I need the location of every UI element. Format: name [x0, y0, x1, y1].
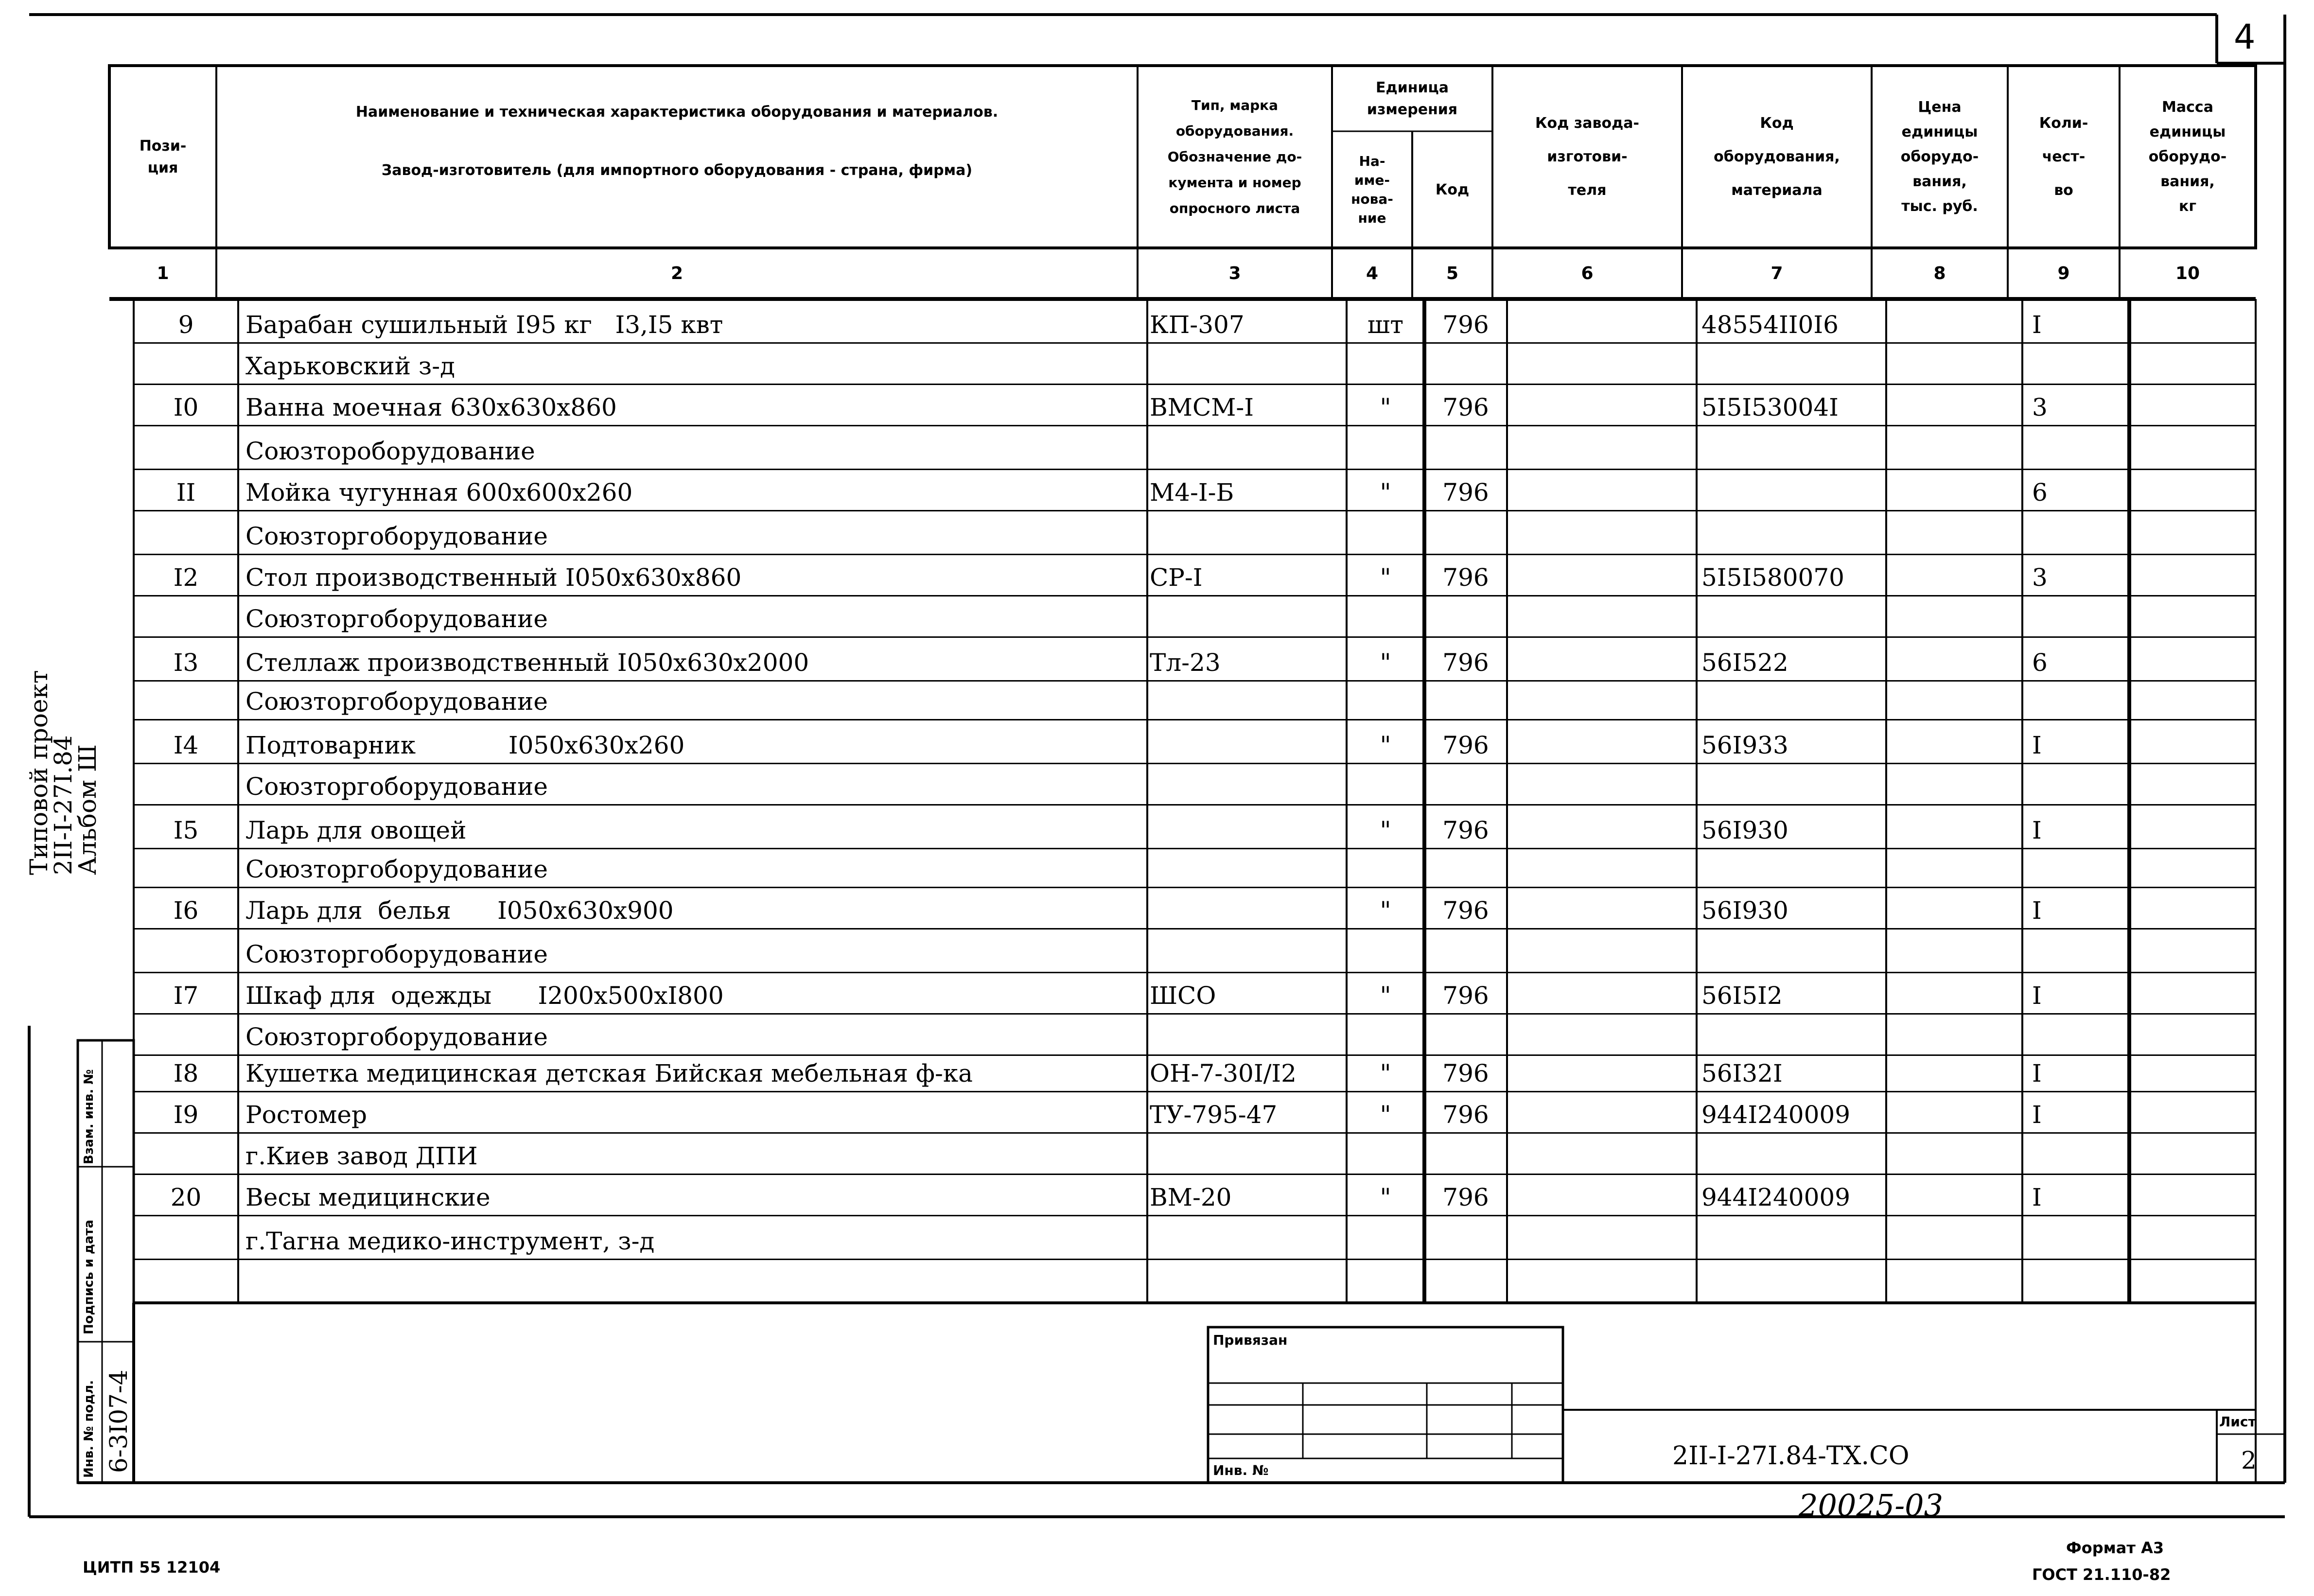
cell-type: ОН-7-30I/I2	[1150, 1059, 1297, 1087]
cell-type: КП-307	[1150, 311, 1245, 339]
label-inv: Инв. № подл.	[82, 1380, 96, 1478]
cell-quantity: I	[2032, 1183, 2042, 1211]
cell-type: ВМ-20	[1150, 1183, 1232, 1211]
handwritten-number: 20025-03	[1799, 1488, 1944, 1523]
cell-type: ВМСМ-I	[1150, 393, 1254, 421]
row-divider	[134, 680, 2256, 682]
cell-unit: шт	[1367, 311, 1404, 339]
cell-unit: "	[1380, 731, 1391, 759]
cell-name: Ларь для белья I050х630х900	[245, 896, 674, 925]
col-number-2: 2	[670, 263, 684, 283]
col-number-8: 8	[1933, 263, 1946, 283]
cell-name: Барабан сушильный I95 кг I3,I5 квт	[245, 311, 723, 339]
row-divider	[134, 469, 2256, 470]
cell-unit-code: 796	[1442, 731, 1489, 759]
cell-equipment-code: 56I933	[1701, 731, 1788, 759]
cell-unit-code: 796	[1442, 896, 1489, 925]
header-type: Тип, марка оборудования. Обозначение до- кумента и номер опросного листа	[1167, 97, 1302, 217]
cell-unit-code: 796	[1442, 1101, 1489, 1129]
project-line-3: Альбом Ш	[73, 744, 102, 875]
label-podpis: Подпись и дата	[82, 1219, 96, 1334]
header-equipment-code: Код оборудования, материала	[1714, 115, 1840, 199]
cell-name: Союзторгоборудование	[245, 687, 548, 716]
cell-type: ШСО	[1150, 982, 1216, 1010]
header-factory-code: Код завода- изготови- теля	[1535, 115, 1639, 199]
row-divider	[134, 1259, 2256, 1260]
cell-equipment-code: 56I930	[1701, 816, 1788, 844]
cell-position: I6	[173, 896, 199, 925]
row-divider	[134, 804, 2256, 806]
cell-name: Кушетка медицинская детская Бийская мебельная ф-ка	[245, 1059, 973, 1087]
cell-quantity: I	[2032, 311, 2042, 339]
header-name-b: Завод-изготовитель (для импортного оборудования - страна, фирма)	[381, 161, 973, 179]
header-price: Цена единицы оборудо- вания, тыс. руб.	[1900, 99, 1979, 215]
row-divider	[134, 928, 2256, 930]
cell-quantity: 3	[2032, 563, 2048, 592]
cell-quantity: I	[2032, 816, 2042, 844]
cell-unit-code: 796	[1442, 649, 1489, 677]
project-line-2: 2II-I-27I.84	[49, 735, 77, 875]
col-number-4: 4	[1366, 263, 1379, 283]
cell-position: I5	[173, 816, 199, 844]
cell-name: г.Тагна медико-инструмент, з-д	[245, 1227, 655, 1255]
row-divider	[134, 510, 2256, 511]
row-divider	[134, 887, 2256, 888]
cell-equipment-code: 56I32I	[1701, 1059, 1783, 1087]
cell-unit-code: 796	[1442, 311, 1489, 339]
cell-equipment-code: 5I5I580070	[1701, 563, 1844, 592]
cell-unit-code: 796	[1442, 393, 1489, 421]
cell-position: I9	[173, 1101, 199, 1129]
sheet-label: Лист	[2219, 1414, 2256, 1430]
cell-quantity: 6	[2032, 478, 2048, 507]
cell-quantity: 6	[2032, 649, 2048, 677]
row-divider	[134, 1091, 2256, 1092]
cell-type: СР-I	[1150, 563, 1203, 592]
cell-equipment-code: 5I5I53004I	[1701, 393, 1839, 421]
privyazan-label: Привязан	[1213, 1332, 1288, 1348]
cell-unit: "	[1380, 393, 1391, 421]
cell-quantity: I	[2032, 731, 2042, 759]
cell-unit-code: 796	[1442, 563, 1489, 592]
cell-position: I3	[173, 649, 199, 677]
cell-name: Союзторгоборудование	[245, 1023, 548, 1051]
cell-position: I0	[173, 393, 199, 421]
cell-unit-code: 796	[1442, 1183, 1489, 1211]
cell-name: Стол производственный I050х630х860	[245, 563, 742, 592]
row-divider	[134, 595, 2256, 596]
cell-type: Тл-23	[1150, 649, 1221, 677]
cell-position: I2	[173, 563, 199, 592]
cell-quantity: 3	[2032, 393, 2048, 421]
cell-position: 9	[178, 311, 194, 339]
header-unit-code: Код	[1435, 181, 1470, 198]
row-divider	[134, 719, 2256, 720]
project-title	[27, 670, 100, 875]
inv-no-label: Инв. №	[1213, 1462, 1269, 1478]
row-divider	[134, 554, 2256, 555]
cell-equipment-code: 56I930	[1701, 896, 1788, 925]
col-number-7: 7	[1771, 263, 1783, 283]
cell-name: Мойка чугунная 600х600х260	[245, 478, 633, 507]
cell-name: Весы медицинские	[245, 1183, 491, 1211]
row-divider	[134, 848, 2256, 849]
cell-unit-code: 796	[1442, 478, 1489, 507]
cell-type: ТУ-795-47	[1150, 1101, 1278, 1129]
cell-position: 20	[170, 1183, 202, 1211]
row-divider	[134, 1013, 2256, 1015]
cell-position: I7	[173, 982, 199, 1010]
gost-label: ГОСТ 21.110-82	[2032, 1565, 2171, 1584]
row-divider	[134, 1132, 2256, 1134]
cell-name: Союзторгоборудование	[245, 605, 548, 633]
row-divider	[134, 342, 2256, 344]
row-divider	[134, 763, 2256, 764]
col-number-9: 9	[2057, 263, 2070, 283]
cell-unit-code: 796	[1442, 982, 1489, 1010]
header-unit: Единица измерения	[1367, 79, 1458, 118]
cell-equipment-code: 48554II0I6	[1701, 311, 1839, 339]
cell-name: Ларь для овощей	[245, 816, 467, 844]
cell-quantity: I	[2032, 1101, 2042, 1129]
cell-name: Союзторгоборудование	[245, 772, 548, 801]
header-position: Пози- ция	[139, 137, 187, 176]
row-divider	[134, 1054, 2256, 1056]
cell-name: г.Киев завод ДПИ	[245, 1142, 478, 1170]
cell-unit-code: 796	[1442, 816, 1489, 844]
cell-position: I8	[173, 1059, 199, 1087]
cell-unit: "	[1380, 896, 1391, 925]
col-number-6: 6	[1581, 263, 1594, 283]
cell-unit: "	[1380, 816, 1391, 844]
row-divider	[134, 972, 2256, 973]
cell-unit-code: 796	[1442, 1059, 1489, 1087]
cell-name: Союзтороборудование	[245, 437, 535, 465]
cell-quantity: I	[2032, 896, 2042, 925]
cell-unit: "	[1380, 982, 1391, 1010]
cell-name: Союзторгоборудование	[245, 855, 548, 883]
cell-name: Стеллаж производственный I050х630х2000	[245, 649, 809, 677]
cell-equipment-code: 944I240009	[1701, 1101, 1851, 1129]
row-divider	[134, 1302, 2256, 1304]
row-divider	[134, 1215, 2256, 1216]
cell-quantity: I	[2032, 982, 2042, 1010]
col-number-3: 3	[1228, 263, 1241, 283]
format-label: Формат А3	[2066, 1539, 2164, 1557]
header-quantity: Коли- чест- во	[2039, 115, 2088, 199]
cell-equipment-code: 56I5I2	[1701, 982, 1783, 1010]
cell-equipment-code: 944I240009	[1701, 1183, 1851, 1211]
cell-position: II	[176, 478, 196, 507]
header-name-a: Наименование и техническая характеристика оборудования и материалов.	[355, 103, 999, 121]
cell-name: Союзторгоборудование	[245, 940, 548, 968]
cell-equipment-code: 56I522	[1701, 649, 1788, 677]
inv-value: 6-3I07-4	[105, 1369, 133, 1473]
cell-unit: "	[1380, 1101, 1391, 1129]
cipt-label: ЦИТП 55 12104	[83, 1558, 221, 1577]
document-code: 2II-I-27I.84-ТХ.СО	[1672, 1441, 1910, 1471]
cell-unit: "	[1380, 1183, 1391, 1211]
cell-quantity: I	[2032, 1059, 2042, 1087]
col-number-1: 1	[157, 263, 169, 283]
row-divider	[134, 1174, 2256, 1175]
cell-name: Шкаф для одежды I200х500хI800	[245, 982, 724, 1010]
row-divider	[134, 425, 2256, 426]
cell-unit: "	[1380, 1059, 1391, 1087]
cell-name: Харьковский з-д	[245, 352, 455, 380]
row-divider	[134, 384, 2256, 385]
cell-name: Союзторгоборудование	[245, 522, 548, 550]
cell-name: Подтоварник I050х630х260	[245, 731, 685, 759]
cell-unit: "	[1380, 478, 1391, 507]
col-number-5: 5	[1446, 263, 1459, 283]
sheet-value: 2	[2241, 1446, 2257, 1474]
row-divider	[134, 636, 2256, 638]
header-mass: Масса единицы оборудо- вания, кг	[2148, 99, 2227, 215]
label-vzam: Взам. инв. №	[82, 1069, 96, 1164]
cell-unit: "	[1380, 649, 1391, 677]
page-number: 4	[2234, 17, 2256, 57]
cell-name: Ванна моечная 630х630х860	[245, 393, 617, 421]
cell-name: Ростомер	[245, 1101, 367, 1129]
cell-unit: "	[1380, 563, 1391, 592]
header-unit-name: На- име- нова- ние	[1351, 153, 1393, 227]
project-line-1: Типовой проект	[25, 670, 53, 875]
cell-type: М4-I-Б	[1150, 478, 1234, 507]
cell-position: I4	[173, 731, 199, 759]
col-number-10: 10	[2175, 263, 2200, 283]
